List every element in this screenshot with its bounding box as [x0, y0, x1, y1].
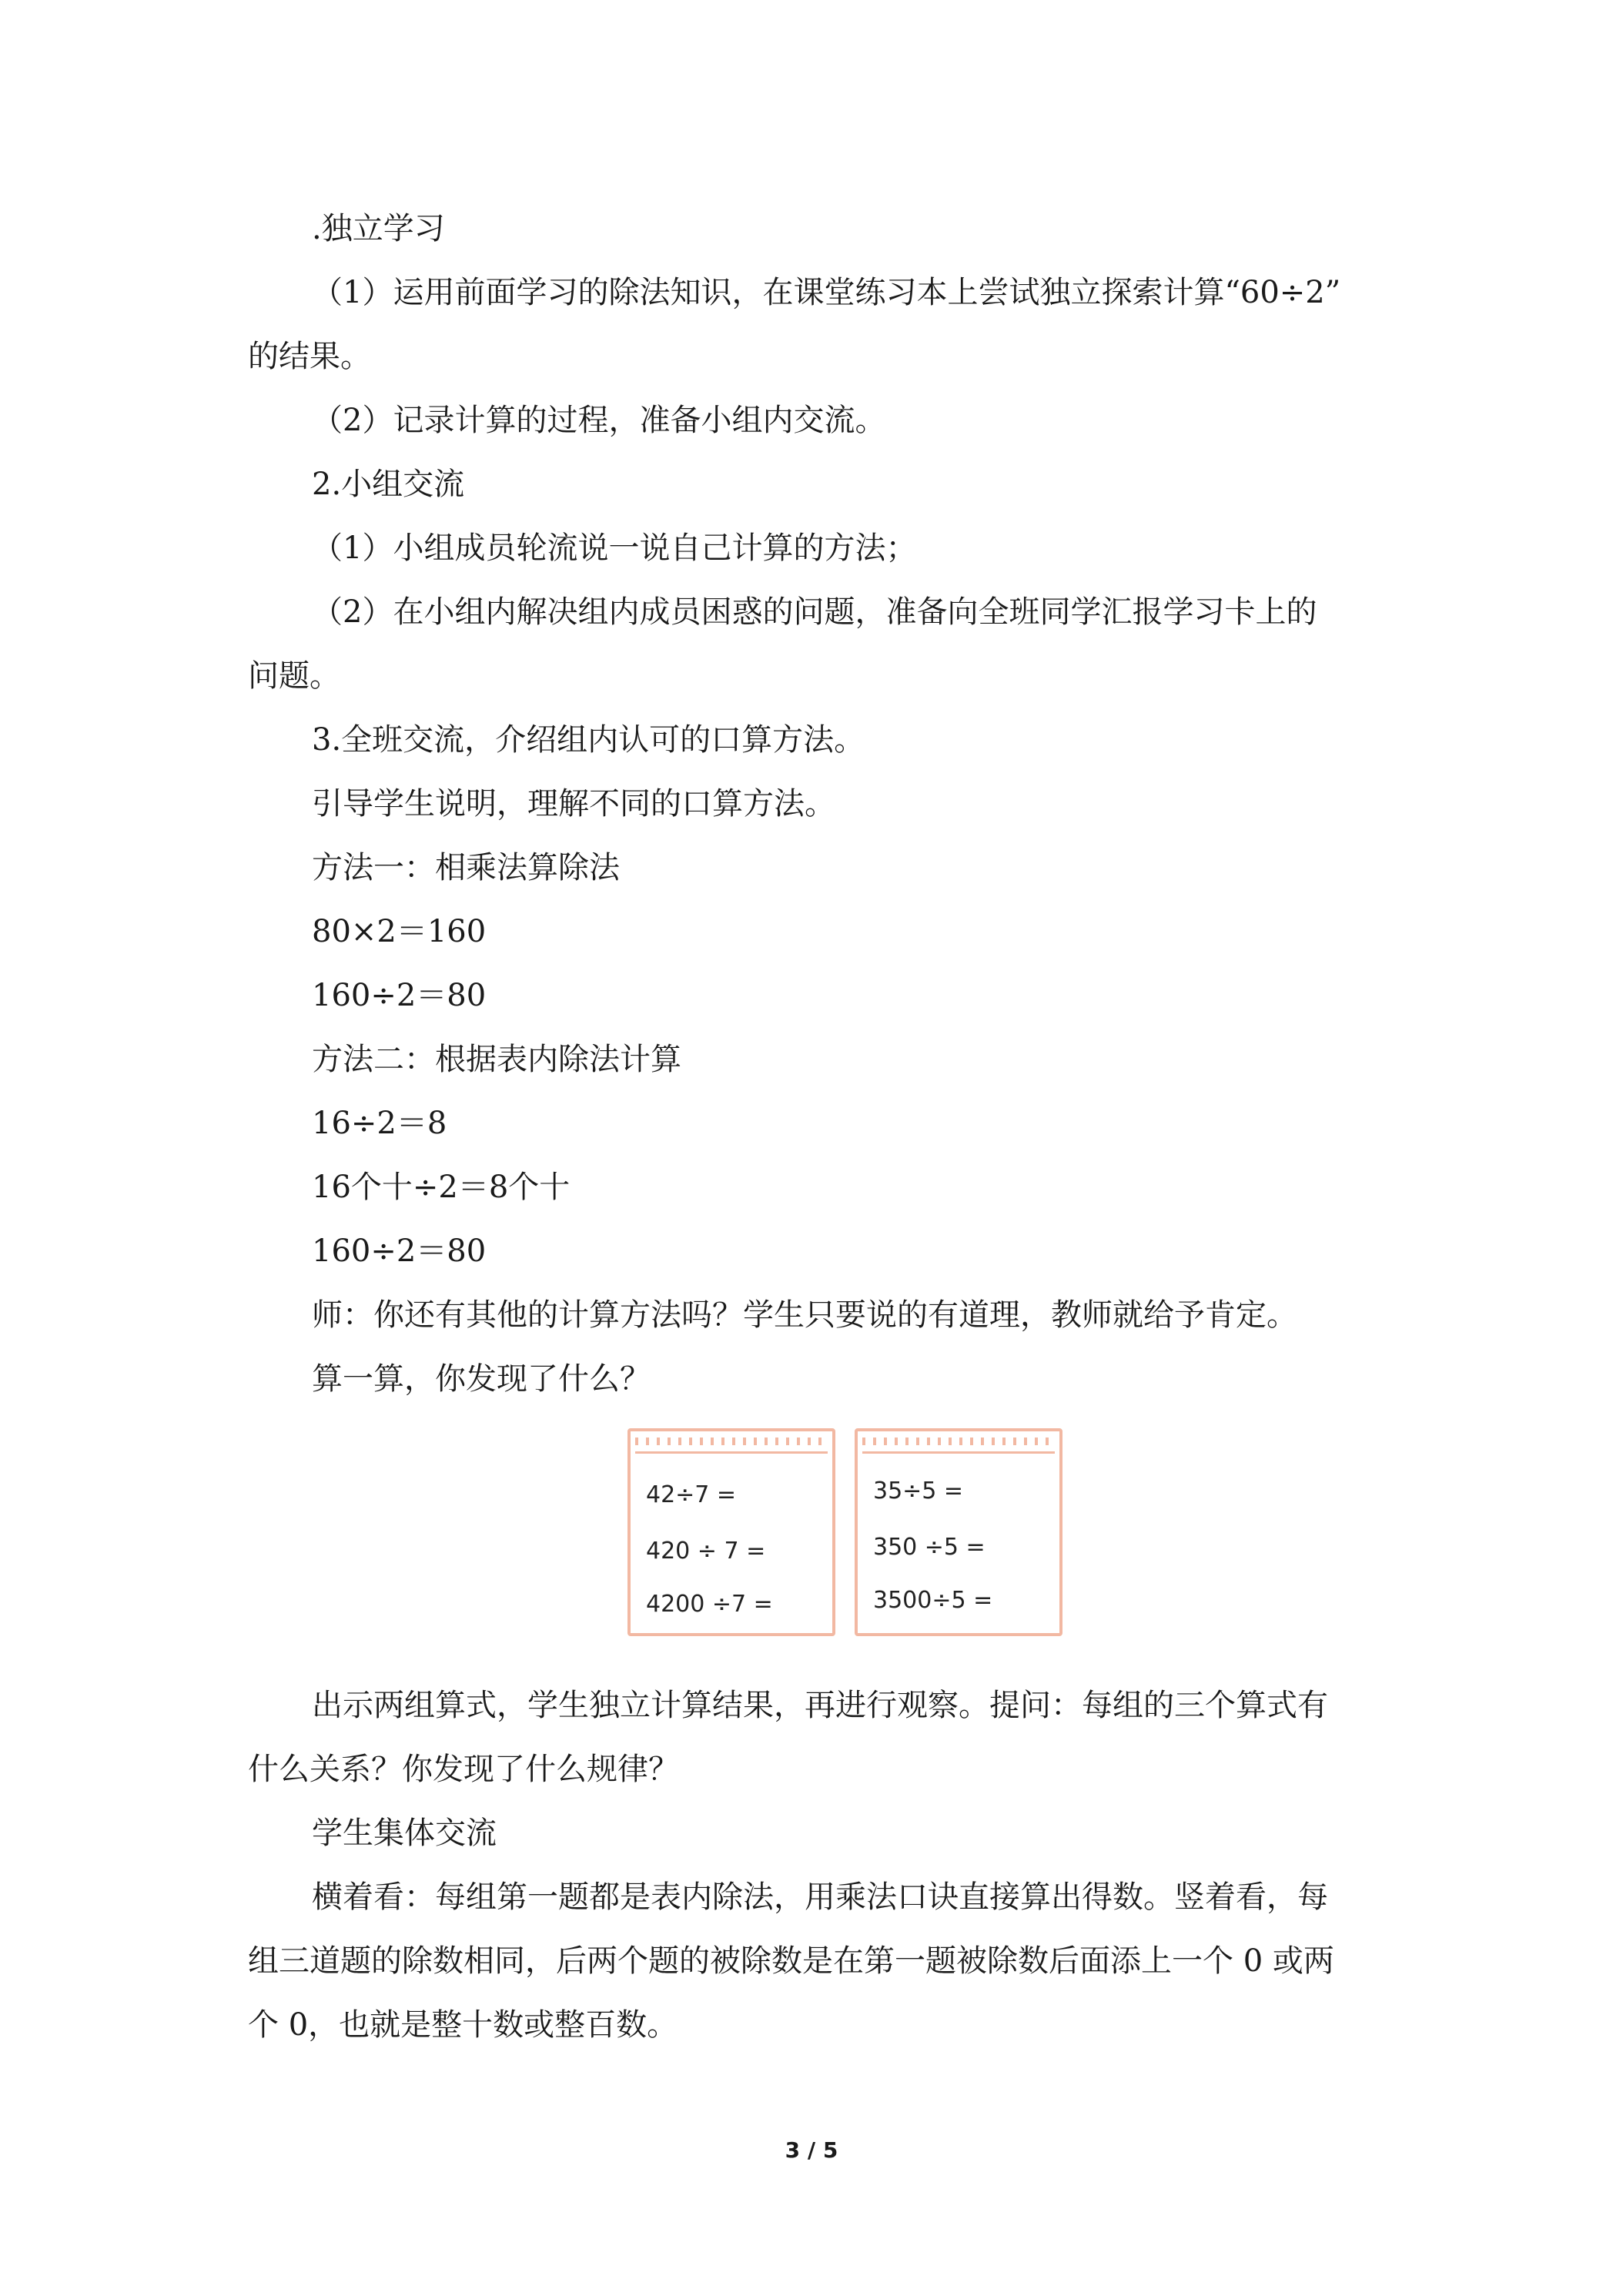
paragraph-line: 横着看：每组第一题都是表内除法，用乘法口诀直接算出得数。竖着看，每	[312, 1879, 1328, 1915]
paragraph-line: 学生集体交流	[312, 1816, 497, 1851]
paragraph-line: 问题。	[248, 658, 340, 694]
card-equation: 350 ÷5 =	[873, 1534, 986, 1561]
heading-group-exchange: 2.小组交流	[312, 467, 465, 502]
paragraph-line: 算一算，你发现了什么？	[312, 1361, 651, 1397]
notebook-spiral-icon	[635, 1438, 828, 1454]
card-equation: 3500÷5 =	[873, 1587, 993, 1614]
paragraph-line: （1）小组成员轮流说一说自己计算的方法；	[312, 530, 917, 566]
paragraph-line: 出示两组算式，学生独立计算结果，再进行观察。提问：每组的三个算式有	[312, 1688, 1328, 1723]
paragraph-line: 个 0，也就是整十数或整百数。	[248, 2007, 678, 2043]
paragraph-line: （2）记录计算的过程，准备小组内交流。	[312, 403, 886, 438]
exercise-cards	[620, 1428, 1082, 1652]
paragraph-line: 师：你还有其他的计算方法吗？学生只要说的有道理，教师就给予肯定。	[312, 1297, 1297, 1333]
paragraph-line: 的结果。	[248, 339, 371, 374]
exercise-card-right	[855, 1428, 1062, 1636]
equation-line: 16÷2＝8	[312, 1106, 447, 1141]
paragraph-line: （1）运用前面学习的除法知识，在课堂练习本上尝试独立探索计算“60÷2”	[312, 275, 1341, 310]
paragraph-line: 组三道题的除数相同，后两个题的被除数是在第一题被除数后面添上一个 0 或两	[248, 1943, 1334, 1979]
card-equation: 4200 ÷7 =	[646, 1591, 773, 1618]
equation-line: 16个十÷2＝8个十	[312, 1170, 571, 1205]
method-one-title: 方法一：相乘法算除法	[312, 850, 620, 885]
page-number: 3 / 5	[785, 2137, 838, 2163]
notebook-spiral-icon	[862, 1438, 1055, 1454]
paragraph-line: （2）在小组内解决组内成员困惑的问题，准备向全班同学汇报学习卡上的	[312, 594, 1317, 630]
equation-line: 160÷2＝80	[312, 1233, 487, 1269]
exercise-card-left	[627, 1428, 835, 1636]
equation-line: 80×2＝160	[312, 914, 487, 949]
equation-line: 160÷2＝80	[312, 978, 487, 1013]
paragraph-line: 引导学生说明，理解不同的口算方法。	[312, 786, 835, 822]
heading-independent-study: .独立学习	[312, 211, 445, 246]
heading-class-exchange: 3.全班交流，介绍组内认可的口算方法。	[312, 722, 865, 758]
paragraph-line: 什么关系？你发现了什么规律？	[248, 1752, 679, 1787]
card-equation: 35÷5 =	[873, 1478, 964, 1504]
card-equation: 42÷7 =	[646, 1481, 737, 1508]
card-equation: 420 ÷ 7 =	[646, 1538, 766, 1565]
method-two-title: 方法二：根据表内除法计算	[312, 1042, 681, 1077]
